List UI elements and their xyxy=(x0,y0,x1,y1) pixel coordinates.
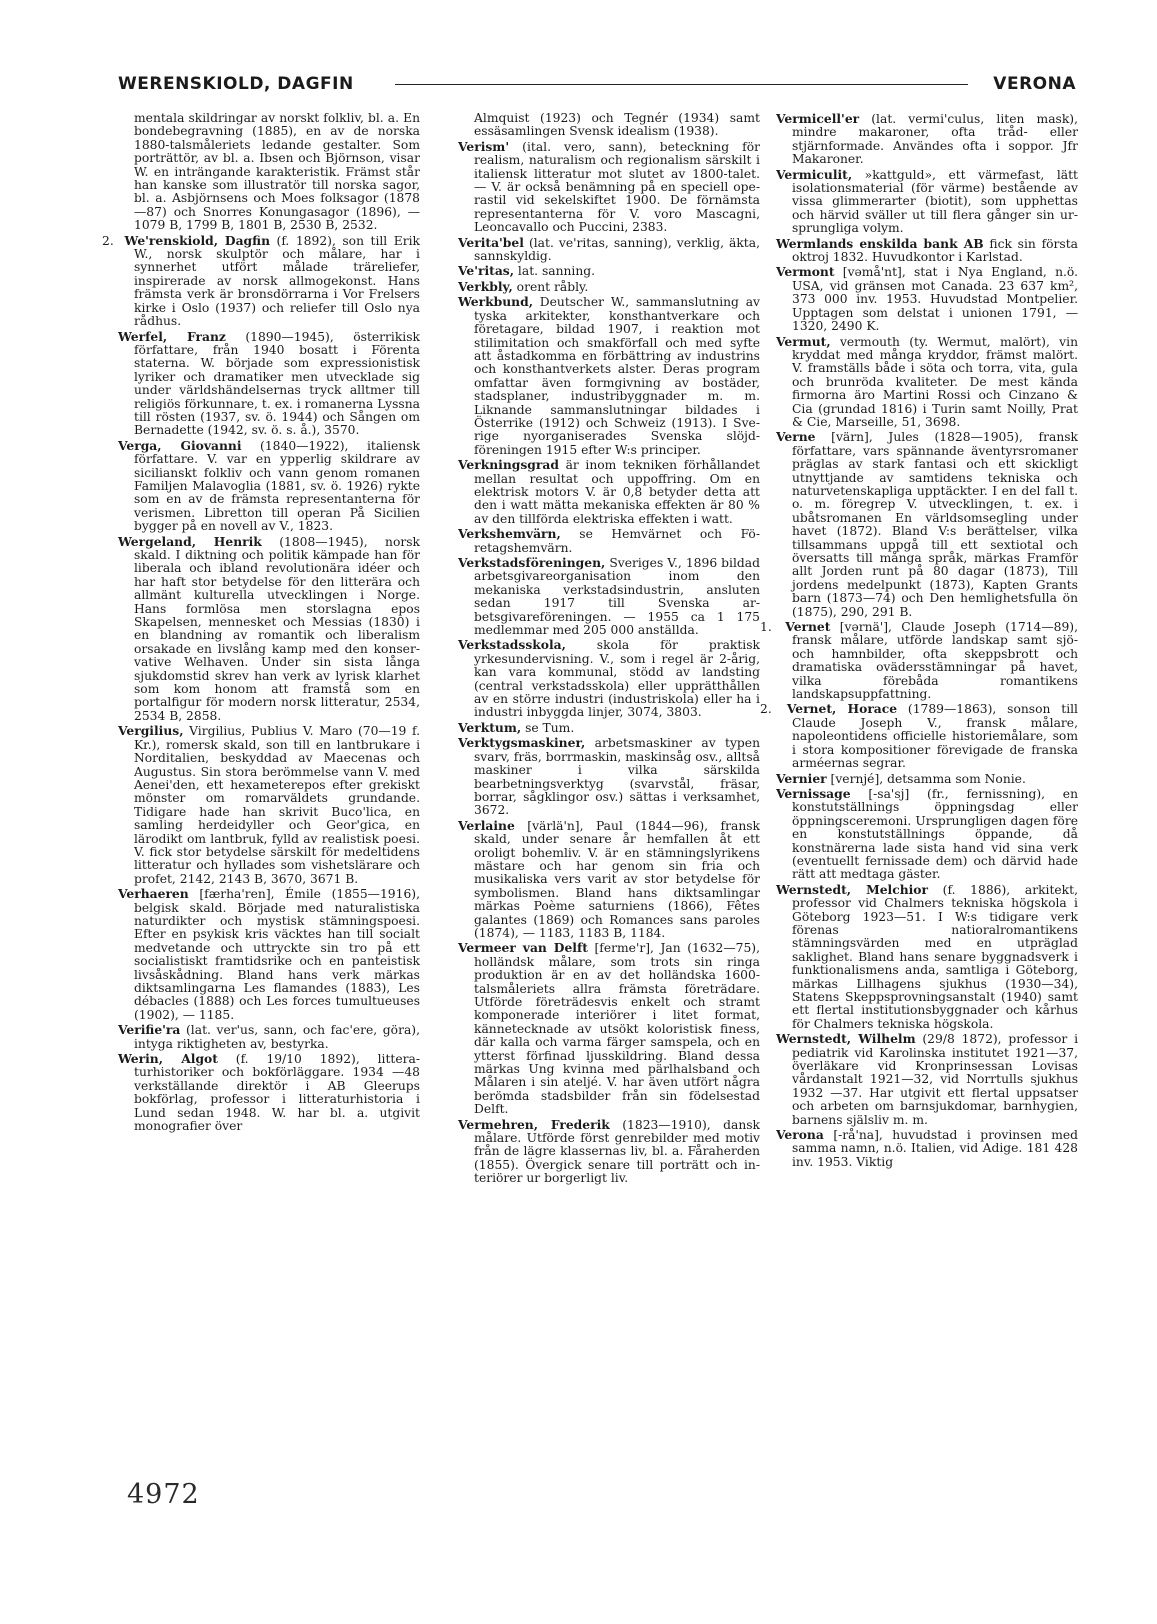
entry-headword: Verita'bel xyxy=(458,234,524,250)
entry-text: [ferme'r], Jan (1632—75), holländsk målare, som trots sin ringa produktion är en av det holländska 1600-talsmåleriets allra främsta företrädare. Utförde företrädesvis enkelt och stramt komponerade interiörer i litet format, kännetecknade av utsökt koloristisk finess, där kalla och varma färger samspela, och en ytterst förfinad ljusskildring. Bland dessa märkas Ung kvinna med pärlhalsband och Målaren i sin ateljé. V. har även utfört några berömda stadsbilder från sin födelsestad Delft. xyxy=(474,941,760,1117)
entry-headword: Vermont xyxy=(776,264,835,280)
column-2 xyxy=(458,112,760,1187)
entry-headword: Vermut, xyxy=(776,333,831,349)
entry-headword: Vermiculit, xyxy=(776,166,853,182)
entry-text: [-rå'na], huvudstad i provinsen med samma namn, n.ö. Italien, vid Adige. 181 428 inv. 1953. Viktig xyxy=(792,1128,1078,1169)
dictionary-entry xyxy=(118,1052,420,1133)
entry-text: [vərnä'], Claude Joseph (1714—89), fransk målare, utförde landskap samt sjö- och hamnbilder, ofta skeppsbrott och dramatiska ovädersstämningar på havet, vilka förebåda romantikens landskapsuppfattning. xyxy=(792,620,1078,702)
dictionary-entry xyxy=(776,168,1078,236)
entry-headword: Verhaeren xyxy=(118,886,189,902)
entry-text: (1890—1945), österrikisk författare, från 1940 bosatt i Förenta staterna. W. började som expressionistisk lyriker och dramatiker men utvecklade sig under världshändelsernas tryck alltmer till religiös förkunnare, t. ex. i romanerna Lyssna till rösten (1937, sv. ö. 1944) och Sången om Bernadette (1942, sv. ö. s. å.), 3570. xyxy=(134,329,420,438)
entry-text: »kattguld», ett värmefast, lätt isolationsmaterial (för värme) bestående av vissa glimmerarter (biotit), som upphettas och härvid sväller ut till flera gånger sin ursprungliga volym. xyxy=(792,167,1078,236)
entry-text: (1823—1910), dansk målare. Utförde först genrebilder med motiv från de lägre klassernas liv, bl. a. Fåraherden (1855). Övergick senare till porträtt och interiörer ur borgerligt liv. xyxy=(474,1117,761,1186)
entry-text: (lat. vermi'culus, liten mask), mindre makaroner, ofta tråd- eller stjärnformade. Användes ofta i soppor. Jfr Makaroner. xyxy=(792,112,1078,167)
entry-headword: Vermicell'er xyxy=(776,111,860,126)
dictionary-entry xyxy=(458,527,760,555)
entry-text: Deutscher W., sammanslutning av tyska arkitekter, konsthantverkare och företagare, bildad 1907, i reaktion mot stilimitation och smakförfall och med syfte att åstadkomma en förbättring av industrins och konsthantverkets alster. Deras program omfattar även formgivning av bostäder, stadsplaner, industribyggnader m. m. Liknande sammanslutningar bildades i Österrike (1912) och Schweiz (1913). I Sverige nyorganiserades Svenska slöjdföreningen 1915 efter W:s principer. xyxy=(474,295,760,457)
entry-text: Virgilius, Publius V. Maro (70—19 f. Kr.), romersk skald, son till en lantbrukare i Norditalien, beskyddad av Maecenas och Augustus. Sin stora berömmelse vann V. med Aenei'den, ett hexameterepos efter grekiskt mönster om romarväldets grundande. Tidigare hade han skrivit Buco'lica, en samling herdeidyller och Geor'gica, en lärodikt om lantbruk, fylld av realistisk poesi. V. fick stor betydelse särskilt för medeltidens litteratur och hyllades som vishetslärare och profet, 2142, 2143 B, 3670, 3671 B. xyxy=(134,724,420,886)
dictionary-entry xyxy=(458,736,760,817)
dictionary-entry xyxy=(776,1032,1078,1127)
dictionary-entry xyxy=(458,140,760,235)
page-number: 4972 xyxy=(127,1479,200,1510)
dictionary-entry xyxy=(118,1023,420,1051)
dictionary-entry xyxy=(458,1118,760,1186)
entry-text: är inom tekniken förhållandet mellan resultat och uppoffring. Om en elektrisk motors V. är 0,8 betyder detta att den i watt mätta mekaniska effekten är 80 % av den tillförda elektriska effekten i watt. xyxy=(474,458,760,526)
entry-headword: Verkbly, xyxy=(458,278,513,294)
dictionary-entry: 2. Vernet, Horace (1789—1863), sonson till Claude Joseph V., fransk målare, napoleontidens officielle historiemålare, som i stora kompositioner förevigade de franska arméernas segrar. xyxy=(760,701,1078,771)
entry-headword: Vernet, Horace xyxy=(786,701,898,717)
entry-text: [vəmå'nt], stat i Nya England, n.ö. USA, vid gränsen mot Canada. 23 637 km², 373 000 inv. 1953. Huvudstad Montpelier. Upptagen som delstat i unionen 1791, — 1320, 2490 K. xyxy=(792,265,1078,334)
header-right-guideword: VERONA xyxy=(993,74,1076,94)
entry-text: [-sa'sj] (fr., fernissning), en konstutställnings öppningsdag eller öppningsceremoni. Ursprungligen dagen före en konstutställnings öppande, då konstnärerna lade sista hand vid sina verk (eventuellt fernissade dem) och därvid hade rätt att medtaga gäster. xyxy=(792,786,1078,882)
header-left-guideword: WERENSKIOLD, DAGFIN xyxy=(118,74,354,94)
dictionary-entry xyxy=(118,724,420,886)
dictionary-entry xyxy=(458,819,760,941)
entry-text: lat. sanning. xyxy=(514,264,596,279)
entry-text: (f. 19/10 1892), litteraturhistoriker och bokförläggare. 1934 —48 verkställande direktör i AB Gleerups bokförlag, professor i litteraturhistoria i Lund sedan 1948. W. har bl. a. utgivit monografier över xyxy=(134,1052,420,1134)
entry-headword: Verkstadsskola, xyxy=(458,637,566,653)
dictionary-entry xyxy=(776,237,1078,265)
entry-text: (f. 1886), arkitekt, professor vid Chalmers tekniska högskola i Göteborg 1923—51. I W:s tidigare verk förenas natioralromantikens stämningsvärden med en utpräglad saklighet. Bland hans senare byggnadsverk i funktionalismens anda, samtliga i Göteborg, märkas Lillhagens sjukhus (1930—34), Statens Skeppsprovningsanstalt (1940) samt ett flertal institutionsbyggnader och kårhus för Chalmers tekniska högskola. xyxy=(792,882,1078,1031)
entry-text: [värlä'n], Paul (1844—96), fransk skald, under senare år hemfallen åt ett oroligt bohemliv. V. är en stämningslyrikens mästare och har genom sin fria och musikaliska vers varit av stor betydelse för symbolismen. Bland hans diktsamlingar märkas Poème saturniens (1866), Fêtes galantes (1869) och Romances sans paroles (1874), — 1183, 1183 B, 1184. xyxy=(474,818,760,940)
entry-headword: Werkbund, xyxy=(458,294,533,310)
entry-headword: Vernissage xyxy=(776,785,851,801)
dictionary-entry xyxy=(776,772,1078,786)
entry-text: [færha'ren], Émile (1855—1916), belgisk skald. Började med naturalistiska naturdikter och mystisk stämningspoesi. Efter en psykisk kris väcktes han till socialt medvetande och uttryckte sin tro på ett socialistiskt framtidsrike och en panteistisk livsåskådning. Bland hans verk märkas diktsamlingarna Les flamandes (1883), Les débacles (1888) och Les forces tumultueuses (1902), — 1185. xyxy=(134,887,420,1022)
entry-headword: Verona xyxy=(776,1127,824,1143)
dictionary-entry xyxy=(118,112,420,233)
header-rule xyxy=(395,84,968,85)
dictionary-entry xyxy=(458,112,760,139)
entry-text: (1789—1863), sonson till Claude Joseph V., fransk målare, napoleontidens officielle historiemålare, som i stora kompositioner förevigade de franska arméernas segrar. xyxy=(792,702,1078,771)
entry-headword: Werin, Algot xyxy=(118,1051,218,1067)
entry-headword: Verkningsgrad xyxy=(458,457,559,473)
entry-text: mentala skildringar av norskt folkliv, bl. a. En bondebegravning (1885), en av de norska 1880-talsmåleriets ledande gestalter. Som porträttör, av bl. a. Ibsen och Björnson, visar W. en inträngande karakteristik. Främst står han kanske som illustratör till norska sagor, bl. a. Asbjörnsens och Moes folksagor (1878—87) och Snorres Konungasagor (1896), — 1079 B, 1799 B, 1801 B, 2530 B, 2532. xyxy=(134,111,420,233)
dictionary-entry xyxy=(776,883,1078,1031)
dictionary-entry: 2. We'renskiold, Dagfin (f. 1892), son till Erik W., norsk skulptör och målare, har i synnerhet utfört målade träreliefer, inspirerade av norsk allmogekonst. Hans främsta verk är bronsdörrarna i Vor Frelsers kirke i Oslo (1937) och reliefer till Oslo nya rådhus. xyxy=(102,232,420,329)
dictionary-entry xyxy=(458,721,760,735)
entry-headword: Verne xyxy=(776,429,816,445)
entry-headword: Vermehren, Frederik xyxy=(458,1116,610,1132)
entry-headword: Wermlands enskilda bank AB xyxy=(776,235,984,251)
entry-text: vermouth (ty. Wermut, malört), vin kryddat med många kryddor, främst malört. V. framställs både i söta och torra, vita, gula och brunröda kvaliteter. De mest kända firmorna äro Martini Rossi och Cinzano & Cia (grundad 1816) i Turin samt Noilly, Prat & Cie, Marseille, 51, 3698. xyxy=(792,334,1078,429)
dictionary-entry xyxy=(776,787,1078,882)
dictionary-entry xyxy=(776,335,1078,430)
entry-text: fick sin första oktroj 1832. Huvudkontor i Karlstad. xyxy=(792,236,1078,265)
entry-text: arbetsmaskiner av typen svarv, fräs, borrmaskin, maskinsåg osv., alltså maskiner i vilka särskilda bearbetningsverktyg (svarvstål, fräsar, borrar, sågklingor osv.) sättas i verksamhet, 3672. xyxy=(474,736,760,818)
entry-text: skola för praktisk yrkesundervisning. V., som i regel är 2-årig, kan vara kommunal, stödd av landsting (central verkstadsskola) eller upprätthållen av en större industri (industriskola) eller ha i industri inbyggda linjer, 3074, 3803. xyxy=(474,638,760,720)
entry-headword: Vergilius, xyxy=(118,723,184,739)
dictionary-entry xyxy=(458,264,760,278)
entry-text: (1840—1922), italiensk författare. V. var en ypperlig skildrare av sicilianskt folkliv och vann genom romanen Familjen Malavoglia (1881, sv. ö. 1926) rykte som en av de främsta representanterna för verismen. Libretton till operan På Sicilien bygger på en novell av V., 1823. xyxy=(134,438,420,534)
entry-headword: Vernet xyxy=(785,619,831,635)
entry-headword: Wernstedt, Melchior xyxy=(776,881,928,897)
entry-text: (lat. ver'us, sann, och fac'ere, göra), intyga riktigheten av, bestyrka. xyxy=(134,1023,420,1051)
dictionary-entry xyxy=(118,887,420,1022)
dictionary-entry xyxy=(118,330,420,438)
entry-headword: Werfel, Franz xyxy=(118,328,226,344)
dictionary-entry xyxy=(458,556,760,637)
dictionary-entry xyxy=(118,535,420,724)
running-header xyxy=(118,72,1076,96)
entry-text: (ital. vero, sann), beteckning för realism, naturalism och regionalism särskilt i italiensk litteratur mot slutet av 1800-talet. — V. är också benämning på en speciell operastil vid sekelskiftet 1900. De förnämsta representanterna för V. voro Mascagni, Leoncavallo och Puccini, 2383. xyxy=(474,139,760,235)
entry-text: se Hemvärnet och Företagshemvärn. xyxy=(474,527,760,555)
dictionary-entry xyxy=(776,112,1078,167)
entry-headword: Verifie'ra xyxy=(118,1022,181,1038)
entry-text: (1808—1945), norsk skald. I diktning och politik kämpade han för liberala och ibland revolutionära idéer och har haft stor betydelse för den litterära och allmänt kulturella utvecklingen i Norge. Hans formlösa men storslagna epos Skapelsen, mennesket och Messias (1830) i en blandning av romantik och liberalism orsakade en livslång kamp med den konservative Welhaven. Under sin sista långa sjukdomstid skrev han verk av lyrisk klarhet som kom honom att framstå som en portalfigur för modern norsk litteratur, 2534, 2534 B, 2858. xyxy=(134,534,420,723)
entry-headword: Wernstedt, Wilhelm xyxy=(776,1031,916,1047)
entry-headword: We'renskiold, Dagfin xyxy=(124,232,271,248)
entry-headword: Verlaine xyxy=(458,817,515,833)
entry-headword: Vernier xyxy=(776,770,827,786)
dictionary-entry xyxy=(776,265,1078,333)
entry-text: Almquist (1923) och Tegnér (1934) samt essäsamlingen Svensk idealism (1938). xyxy=(474,111,760,139)
entry-headword: Verkshemvärn, xyxy=(458,526,561,542)
entry-headword: Verktum, xyxy=(458,719,522,735)
dictionary-entry xyxy=(458,941,760,1116)
entry-text: (29/8 1872), professor i pediatrik vid Karolinska institutet 1921—37, överläkare vid Kronprinsessan Lovisas vårdanstalt 1921—32, vid Norrtulls sjukhus 1932 —37. Har utgivit ett flertal uppsatser och arbeten om barnsjukdomar, barnhygien, barnens själsliv m. m. xyxy=(792,1032,1078,1127)
column-3 xyxy=(760,111,1078,1170)
dictionary-entry xyxy=(458,280,760,294)
dictionary-entry xyxy=(776,430,1078,619)
dictionary-entry xyxy=(118,439,420,534)
entry-text: (f. 1892), son till Erik W., norsk skulptör och målare, har i synnerhet utfört målade träreliefer, inspirerade av norsk allmogekonst. Hans främsta verk är bronsdörrarna i Vor Frelsers kirke i Oslo (1937) och reliefer till Oslo nya rådhus. xyxy=(134,233,420,329)
entry-text: (lat. ve'ritas, sanning), verklig, äkta, sannskyldig. xyxy=(474,235,760,264)
entry-headword: Verkstadsföreningen, xyxy=(458,555,606,570)
entry-text: Sveriges V., 1896 bildad arbetsgivareorganisation inom den mekaniska verkstadsindustrin, ansluten sedan 1917 till Svenska arbetsgivareföreningen. — 1955 ca 1 175 medlemmar med 205 000 anställda. xyxy=(474,556,760,638)
entry-text: [vernjé], detsamma som Nonie. xyxy=(826,771,1026,786)
column-1 xyxy=(102,111,420,1134)
entry-headword: Vermeer van Delft xyxy=(458,940,588,956)
dictionary-entry xyxy=(458,458,760,526)
entry-headword: Verism' xyxy=(458,138,510,154)
entry-text: se Tum. xyxy=(521,720,575,735)
dictionary-entry xyxy=(458,236,760,264)
dictionary-entry xyxy=(458,295,760,457)
dictionary-entry: 1. Vernet [vərnä'], Claude Joseph (1714—89), fransk målare, utförde landskap samt sjö- och hamnbilder, ofta skeppsbrott och dramatiska ovädersstämningar på havet, vilka förebåda romantikens landskapsuppfattning. xyxy=(760,619,1078,702)
entry-text: [värn], Jules (1828—1905), fransk författare, vars spännande äventyrsromaner präglas av stark fantasi och ett skickligt utnyttjande av samtidens tekniska och naturvetenskapliga upptäckter. I en del fall t. o. m. föregrep V. utvecklingen, t. ex. i ubåtsromanen En världsomsegling under havet (1872). Bland V:s berättelser, vilka tillsammans uppgå till ett sextiotal och översatts till många språk, märkas Framför allt Jorden runt på 80 dagar (1873), Till jordens medelpunkt (1873), Kapten Grants barn (1873—74) och Den hemlighetsfulla ön (1875), 290, 291 B. xyxy=(792,430,1078,619)
dictionary-entry xyxy=(458,638,760,719)
entry-headword: Verktygsmaskiner, xyxy=(458,735,586,751)
entry-headword: Verga, Giovanni xyxy=(118,437,242,453)
entry-headword: Wergeland, Henrik xyxy=(118,533,262,549)
dictionary-entry xyxy=(776,1128,1078,1169)
entry-text: orent råbly. xyxy=(512,279,589,294)
entry-headword: Ve'ritas, xyxy=(458,263,515,279)
